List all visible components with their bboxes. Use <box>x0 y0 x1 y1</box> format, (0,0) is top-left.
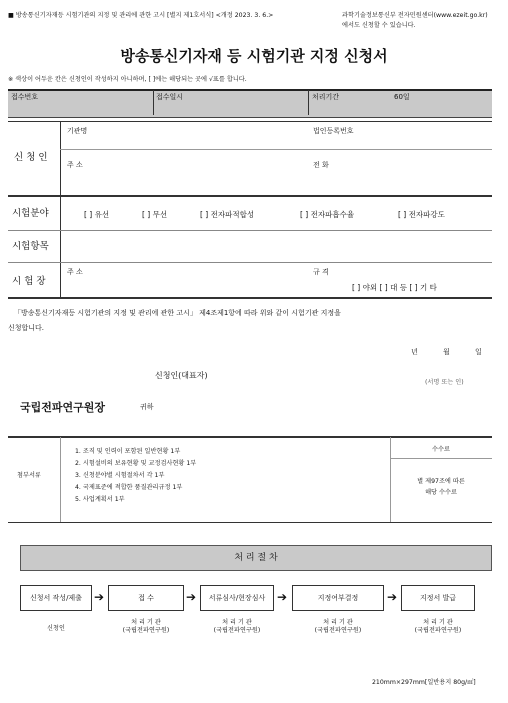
period-value: 60일 <box>394 93 410 101</box>
instruction-note: ※ 색상이 어두운 칸은 신청인이 작성하지 아니하며, [ ]에는 해당되는 곳에 √표를 합니다. <box>8 76 247 83</box>
site-scale-label: 규 격 <box>313 268 329 276</box>
step-issue-text: 지정서 발급 <box>419 594 457 602</box>
step-review-box <box>200 585 274 611</box>
step-receipt-text: 접 수 <box>138 594 154 602</box>
step-owner-3-sub: (국립전파연구원) <box>314 627 362 634</box>
recipient-suffix: 귀하 <box>140 403 154 411</box>
option-sar[interactable]: [ ] 전자파흡수율 <box>300 210 355 219</box>
step-owner-1-sub: (국립전파연구원) <box>122 627 170 634</box>
agency-note-2: 에서도 신청할 수 있습니다. <box>342 22 416 29</box>
applicant-address-label: 주 소 <box>67 161 83 169</box>
step-issue-box <box>401 585 475 611</box>
step-owner-2-sub: (국립전파연구원) <box>213 627 261 634</box>
agency-note: 과학기술정보통신부 전자민원센터(www.ezeit.go.kr) <box>342 12 488 19</box>
test-field-label: 시험분야 <box>12 208 49 219</box>
signer-label: 신청인(대표자) <box>155 371 208 380</box>
step-decision-text: 지정여부결정 <box>317 594 359 602</box>
attachment-item-2: 2. 시험설비의 보유현황 및 교정검사현황 1부 <box>75 460 197 467</box>
scale-options[interactable]: [ ] 야외 [ ] 대 등 [ ] 기 타 <box>352 283 437 292</box>
applicant-section-label: 신 청 인 <box>14 152 48 163</box>
option-wired[interactable]: [ ] 유선 <box>84 210 110 219</box>
attachment-item-5: 5. 사업계획서 1부 <box>75 496 125 503</box>
site-address-label: 주 소 <box>67 268 83 276</box>
receipt-no-label: 접수번호 <box>11 93 39 101</box>
statement-line-2: 신청합니다. <box>8 324 45 332</box>
step-submit-text: 신청서 작성/제출 <box>30 594 82 602</box>
paper-size-footer: 210mm×297mm[일반용지 80g/㎡] <box>372 679 476 686</box>
form-note: ■ 방송통신기자재등 시험기관의 지정 및 관리에 관한 고시 [별지 제1호서식] <개정 2023. 3. 6.> <box>8 12 274 19</box>
receipt-date-label: 접수일시 <box>156 93 184 101</box>
fee-value-2: 해당 수수료 <box>425 489 457 496</box>
arrow-right-icon: ➔ <box>277 590 288 604</box>
step-review-text: 서류심사/현장심사 <box>208 594 266 602</box>
page-title: 방송통신기자재 등 시험기관 지정 신청서 <box>120 47 388 65</box>
step-decision-box <box>292 585 384 611</box>
receipt-row <box>8 89 492 118</box>
step-submit-box <box>20 585 92 611</box>
arrow-right-icon: ➔ <box>387 590 398 604</box>
option-wireless[interactable]: [ ] 무선 <box>142 210 168 219</box>
sign-note: (서명 또는 인) <box>425 379 464 386</box>
step-owner-applicant: 신청인 <box>47 625 65 632</box>
fee-value-1: 별 제97조에 따른 <box>417 478 465 485</box>
step-receipt-box <box>108 585 184 611</box>
period-label: 처리기간 <box>312 93 340 101</box>
step-owner-3: 처 리 기 관 <box>323 619 353 626</box>
attachments-label: 첨부서류 <box>17 472 41 479</box>
org-name-label: 기관명 <box>67 127 88 135</box>
step-owner-2: 처 리 기 관 <box>222 619 252 626</box>
date-year: 년 <box>411 348 418 356</box>
recipient-name: 국립전파연구원장 <box>20 401 106 414</box>
arrow-right-icon: ➔ <box>94 590 105 604</box>
fee-label: 수수료 <box>432 446 450 453</box>
option-field-strength[interactable]: [ ] 전자파강도 <box>398 210 445 219</box>
test-site-label: 시 험 장 <box>12 276 46 287</box>
corp-no-label: 법인등록번호 <box>313 127 354 135</box>
applicant-phone-label: 전 화 <box>313 161 329 169</box>
statement-line-1: 「방송통신기자재등 시험기관의 지정 및 관리에 관한 고시」 제4조제1항에 따라 위와 같이 시험기관 지정을 <box>14 309 341 317</box>
date-month: 월 <box>443 348 450 356</box>
arrow-right-icon: ➔ <box>186 590 197 604</box>
test-items-label: 시험항목 <box>12 241 49 252</box>
attachment-item-1: 1. 조직 및 인력이 포함된 일반현황 1부 <box>75 448 181 455</box>
step-owner-4-sub: (국립전파연구원) <box>414 627 462 634</box>
process-title: 처 리 절 차 <box>20 545 492 571</box>
step-owner-1: 처 리 기 관 <box>131 619 161 626</box>
date-day: 일 <box>475 348 482 356</box>
option-emc[interactable]: [ ] 전자파적합성 <box>200 210 255 219</box>
attachment-item-3: 3. 신청분야별 시험절차서 각 1부 <box>75 472 165 479</box>
step-owner-4: 처 리 기 관 <box>423 619 453 626</box>
attachment-item-4: 4. 국제표준에 적합한 품질관리규정 1부 <box>75 484 183 491</box>
